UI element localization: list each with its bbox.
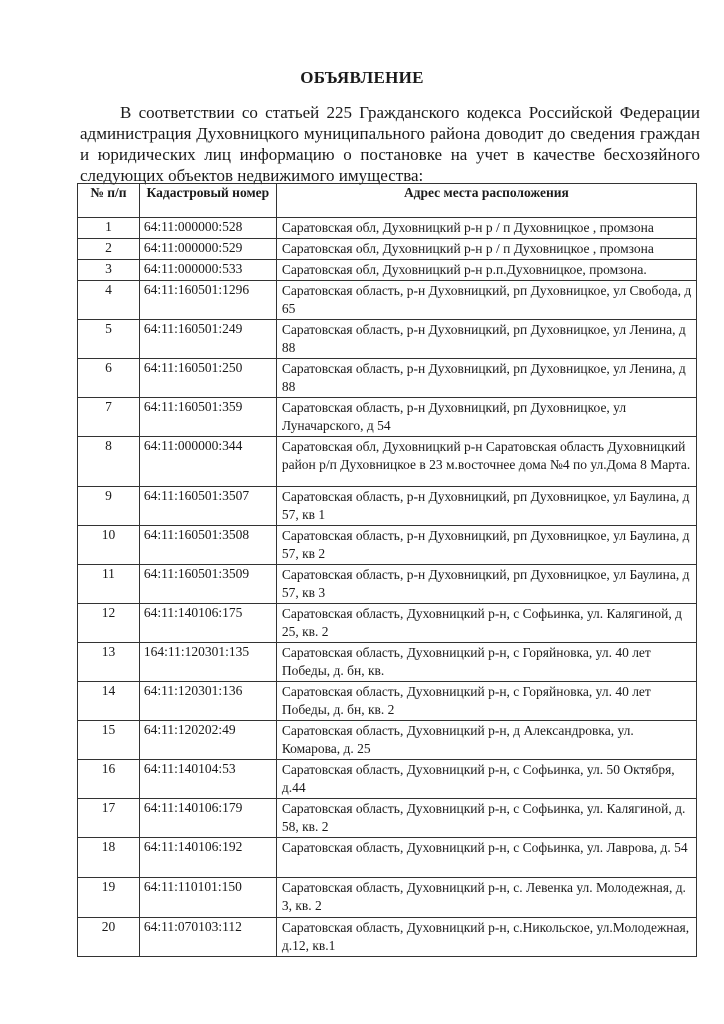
table-row bbox=[78, 260, 697, 281]
cadastral-number: 64:11:140106:175 bbox=[139, 604, 276, 643]
row-number: 1 bbox=[78, 218, 140, 239]
table-row bbox=[78, 838, 697, 878]
cadastral-number: 64:11:000000:344 bbox=[139, 437, 276, 487]
row-number: 7 bbox=[78, 398, 140, 437]
address: Саратовская область, Духовницкий р-н, с Софьинка, ул. 50 Октября, д.44 bbox=[276, 760, 696, 799]
address: Саратовская обл, Духовницкий р-н р.п.Духовницкое, промзона. bbox=[276, 260, 696, 281]
address: Саратовская область, р-н Духовницкий, рп Духовницкое, ул Баулина, д 57, кв 3 bbox=[276, 565, 696, 604]
table-body bbox=[78, 218, 697, 957]
table-row bbox=[78, 526, 697, 565]
address: Саратовская область, Духовницкий р-н, с Софьинка, ул. Калягиной, д. 58, кв. 2 bbox=[276, 799, 696, 838]
address: Саратовская область, р-н Духовницкий, рп Духовницкое, ул Баулина, д 57, кв 2 bbox=[276, 526, 696, 565]
address: Саратовская обл, Духовницкий р-н Саратовская область Духовницкий район р/п Духовницкое в 23 м.восточнее дома №4 по ул.Дома 8 Марта. bbox=[276, 437, 696, 487]
row-number: 10 bbox=[78, 526, 140, 565]
address: Саратовская обл, Духовницкий р-н р / п Духовницкое , промзона bbox=[276, 239, 696, 260]
table-row bbox=[78, 721, 697, 760]
row-number: 19 bbox=[78, 878, 140, 918]
cadastral-number: 64:11:160501:3508 bbox=[139, 526, 276, 565]
row-number: 11 bbox=[78, 565, 140, 604]
row-number: 8 bbox=[78, 437, 140, 487]
header-number: № п/п bbox=[78, 184, 140, 218]
row-number: 20 bbox=[78, 918, 140, 957]
address: Саратовская область, р-н Духовницкий, рп Духовницкое, ул Баулина, д 57, кв 1 bbox=[276, 487, 696, 526]
row-number: 2 bbox=[78, 239, 140, 260]
row-number: 13 bbox=[78, 643, 140, 682]
address: Саратовская область, Духовницкий р-н, с Горяйновка, ул. 40 лет Победы, д. бн, кв. bbox=[276, 643, 696, 682]
intro-paragraph bbox=[80, 102, 700, 186]
row-number: 14 bbox=[78, 682, 140, 721]
table-row bbox=[78, 398, 697, 437]
document-title: ОБЪЯВЛЕНИЕ bbox=[300, 68, 424, 87]
table-row bbox=[78, 359, 697, 398]
cadastral-number: 64:11:000000:533 bbox=[139, 260, 276, 281]
cadastral-number: 64:11:140106:192 bbox=[139, 838, 276, 878]
table-row bbox=[78, 487, 697, 526]
address: Саратовская область, Духовницкий р-н, с. Левенка ул. Молодежная, д. 3, кв. 2 bbox=[276, 878, 696, 918]
table-row bbox=[78, 643, 697, 682]
address: Саратовская область, Духовницкий р-н, с Софьинка, ул. Лаврова, д. 54 bbox=[276, 838, 696, 878]
header-address: Адрес места расположения bbox=[276, 184, 696, 218]
address: Саратовская область, Духовницкий р-н, с Софьинка, ул. Калягиной, д 25, кв. 2 bbox=[276, 604, 696, 643]
property-table bbox=[77, 183, 697, 957]
address: Саратовская обл, Духовницкий р-н р / п Духовницкое , промзона bbox=[276, 218, 696, 239]
table-row bbox=[78, 604, 697, 643]
table-row bbox=[78, 799, 697, 838]
address: Саратовская область, р-н Духовницкий, рп Духовницкое, ул Луначарского, д 54 bbox=[276, 398, 696, 437]
table-header-row bbox=[78, 184, 697, 218]
cadastral-number: 64:11:000000:529 bbox=[139, 239, 276, 260]
intro-text: В соответствии со статьей 225 Гражданского кодекса Российской Федерации администрация Духовницкого муниципального района доводит до сведения граждан и юридических лиц информацию о постановке на учет в качестве бесхозяйного следующих объектов недвижимого имущества: bbox=[80, 103, 700, 185]
header-cadastral: Кадастровый номер bbox=[139, 184, 276, 218]
cadastral-number: 64:11:160501:1296 bbox=[139, 281, 276, 320]
cadastral-number: 64:11:160501:250 bbox=[139, 359, 276, 398]
table-row bbox=[78, 281, 697, 320]
row-number: 18 bbox=[78, 838, 140, 878]
table-row bbox=[78, 682, 697, 721]
cadastral-number: 64:11:000000:528 bbox=[139, 218, 276, 239]
table-row bbox=[78, 565, 697, 604]
cadastral-number: 64:11:160501:3507 bbox=[139, 487, 276, 526]
table-row bbox=[78, 878, 697, 918]
cadastral-number: 64:11:160501:249 bbox=[139, 320, 276, 359]
row-number: 16 bbox=[78, 760, 140, 799]
address: Саратовская область, Духовницкий р-н, с Горяйновка, ул. 40 лет Победы, д. бн, кв. 2 bbox=[276, 682, 696, 721]
table-row bbox=[78, 437, 697, 487]
cadastral-number: 64:11:140104:53 bbox=[139, 760, 276, 799]
address: Саратовская область, Духовницкий р-н, с.Никольское, ул.Молодежная, д.12, кв.1 bbox=[276, 918, 696, 957]
row-number: 12 bbox=[78, 604, 140, 643]
row-number: 4 bbox=[78, 281, 140, 320]
address: Саратовская область, р-н Духовницкий, рп Духовницкое, ул Свобода, д 65 bbox=[276, 281, 696, 320]
cadastral-number: 164:11:120301:135 bbox=[139, 643, 276, 682]
table-row bbox=[78, 918, 697, 957]
row-number: 17 bbox=[78, 799, 140, 838]
table-row bbox=[78, 239, 697, 260]
address: Саратовская область, Духовницкий р-н, д Александровка, ул. Комарова, д. 25 bbox=[276, 721, 696, 760]
row-number: 5 bbox=[78, 320, 140, 359]
cadastral-number: 64:11:120202:49 bbox=[139, 721, 276, 760]
row-number: 9 bbox=[78, 487, 140, 526]
row-number: 3 bbox=[78, 260, 140, 281]
cadastral-number: 64:11:120301:136 bbox=[139, 682, 276, 721]
table-row bbox=[78, 218, 697, 239]
row-number: 15 bbox=[78, 721, 140, 760]
address: Саратовская область, р-н Духовницкий, рп Духовницкое, ул Ленина, д 88 bbox=[276, 359, 696, 398]
cadastral-number: 64:11:160501:3509 bbox=[139, 565, 276, 604]
cadastral-number: 64:11:140106:179 bbox=[139, 799, 276, 838]
cadastral-number: 64:11:160501:359 bbox=[139, 398, 276, 437]
address: Саратовская область, р-н Духовницкий, рп Духовницкое, ул Ленина, д 88 bbox=[276, 320, 696, 359]
cadastral-number: 64:11:110101:150 bbox=[139, 878, 276, 918]
table-row bbox=[78, 760, 697, 799]
cadastral-number: 64:11:070103:112 bbox=[139, 918, 276, 957]
table-row bbox=[78, 320, 697, 359]
row-number: 6 bbox=[78, 359, 140, 398]
